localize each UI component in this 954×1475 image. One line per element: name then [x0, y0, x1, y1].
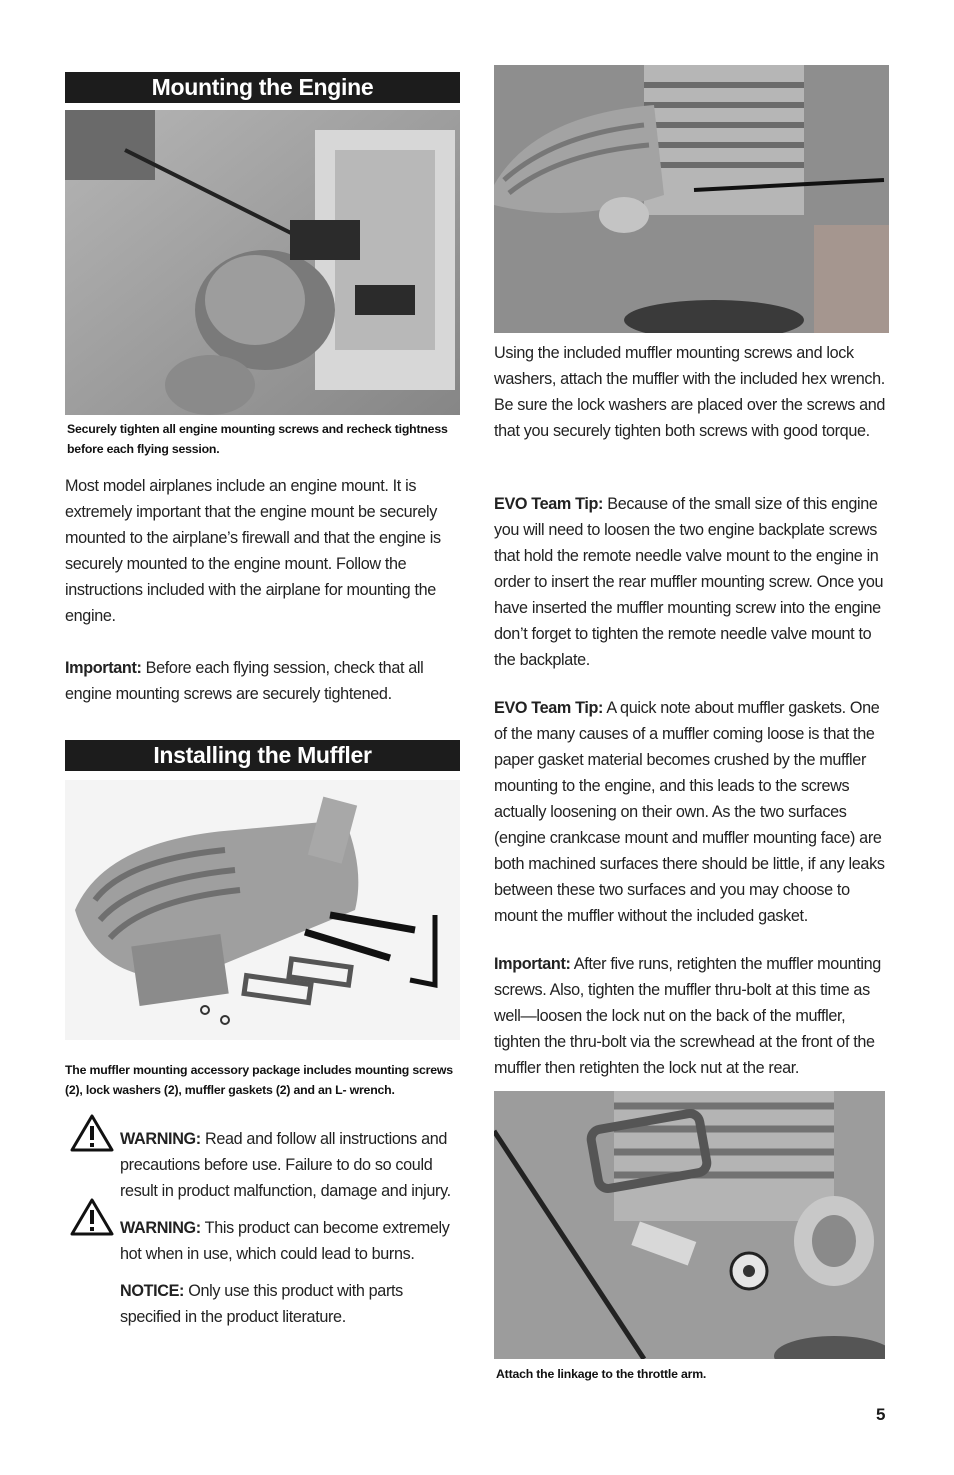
- notice-label: NOTICE:: [120, 1282, 185, 1300]
- tip-2-paragraph: [494, 695, 889, 929]
- throttle-linkage-caption: Attach the linkage to the throttle arm.: [496, 1367, 707, 1381]
- tip-1-label: EVO Team Tip:: [494, 495, 604, 513]
- page-number: 5: [876, 1405, 886, 1424]
- muffler-install-photo: [494, 65, 889, 333]
- tip-2-body: A quick note about muffler gaskets. One of the many causes of a muffler coming loose is that the paper gasket material becomes crushed by the muffler mounting to the engine, and this leads to the screws actually loosening on their own. As the two surfaces (engine crankcase mount and muffler mounting face) are both machined surfaces there should be little, if any leaks between these two surfaces and you may choose to mount the muffler without the included gasket.: [494, 699, 885, 925]
- warning-block-2: [70, 1198, 460, 1268]
- tip-1-paragraph: [494, 491, 889, 673]
- tip-2-label: EVO Team Tip:: [494, 699, 604, 717]
- tip-1-body: Because of the small size of this engine you will need to loosen the two engine backplate screws that hold the remote needle valve mount to the engine in order to insert the rear muffler mounting screw. Once you have inserted the muffler mounting screw into the engine don’t forget to tighten the remote needle valve mount to the backplate.: [494, 495, 884, 669]
- engine-mount-caption: Securely tighten all engine mounting screws and recheck tightness before each flying session.: [67, 422, 448, 456]
- important-muffler-paragraph: [494, 951, 889, 1081]
- warning-1-text: [120, 1126, 465, 1204]
- mount-paragraph: Most model airplanes include an engine mount. It is extremely important that the engine mount be securely mounted to the airplane’s firewall and that the engine is securely mounted to the engine mount. Follow the instructions included with the airplane for mounting the engine.: [65, 477, 441, 625]
- important-muffler-label: Important:: [494, 955, 571, 973]
- section-title-mounting-engine: Mounting the Engine: [65, 72, 460, 103]
- engine-mount-photo: [65, 110, 460, 415]
- warning-block-1: [70, 1114, 460, 1200]
- warning-1-body: Read and follow all instructions and precautions before use. Failure to do so could result in product malfunction, damage and injury.: [120, 1130, 451, 1200]
- important-muffler-body: After five runs, retighten the muffler mounting screws. Also, tighten the muffler thru-bolt at this time as well—loosen the lock nut on the back of the muffler, tighten the thru-bolt via the screwhead at the front of the muffler then retighten the lock nut at the rear.: [494, 955, 881, 1077]
- important-label: Important:: [65, 659, 142, 677]
- warning-2-text: [120, 1215, 465, 1267]
- warning-triangle-icon: [70, 1114, 114, 1152]
- warning-1-label: WARNING:: [120, 1130, 201, 1148]
- warning-2-label: WARNING:: [120, 1219, 201, 1237]
- notice-body: Only use this product with parts specified in the product literature.: [120, 1282, 403, 1326]
- notice-text: [120, 1278, 460, 1330]
- warning-2-body: This product can become extremely hot when in use, which could lead to burns.: [120, 1219, 450, 1263]
- important-text: Before each flying session, check that all engine mounting screws are securely tightened.: [65, 659, 424, 703]
- muffler-paragraph: Using the included muffler mounting screws and lock washers, attach the muffler with the included hex wrench. Be sure the lock washers are placed over the screws and that you securely tighten both screws with good torque.: [494, 344, 886, 440]
- section-title-installing-muffler: Installing the Muffler: [65, 740, 460, 771]
- important-mount-paragraph: [65, 655, 460, 707]
- muffler-package-caption: The muffler mounting accessory package includes mounting screws (2), lock washers (2), muffler gaskets (2) and an L- wrench.: [65, 1063, 453, 1097]
- warning-triangle-icon: [70, 1198, 114, 1236]
- muffler-package-photo: [65, 780, 460, 1040]
- throttle-linkage-photo: [494, 1091, 885, 1359]
